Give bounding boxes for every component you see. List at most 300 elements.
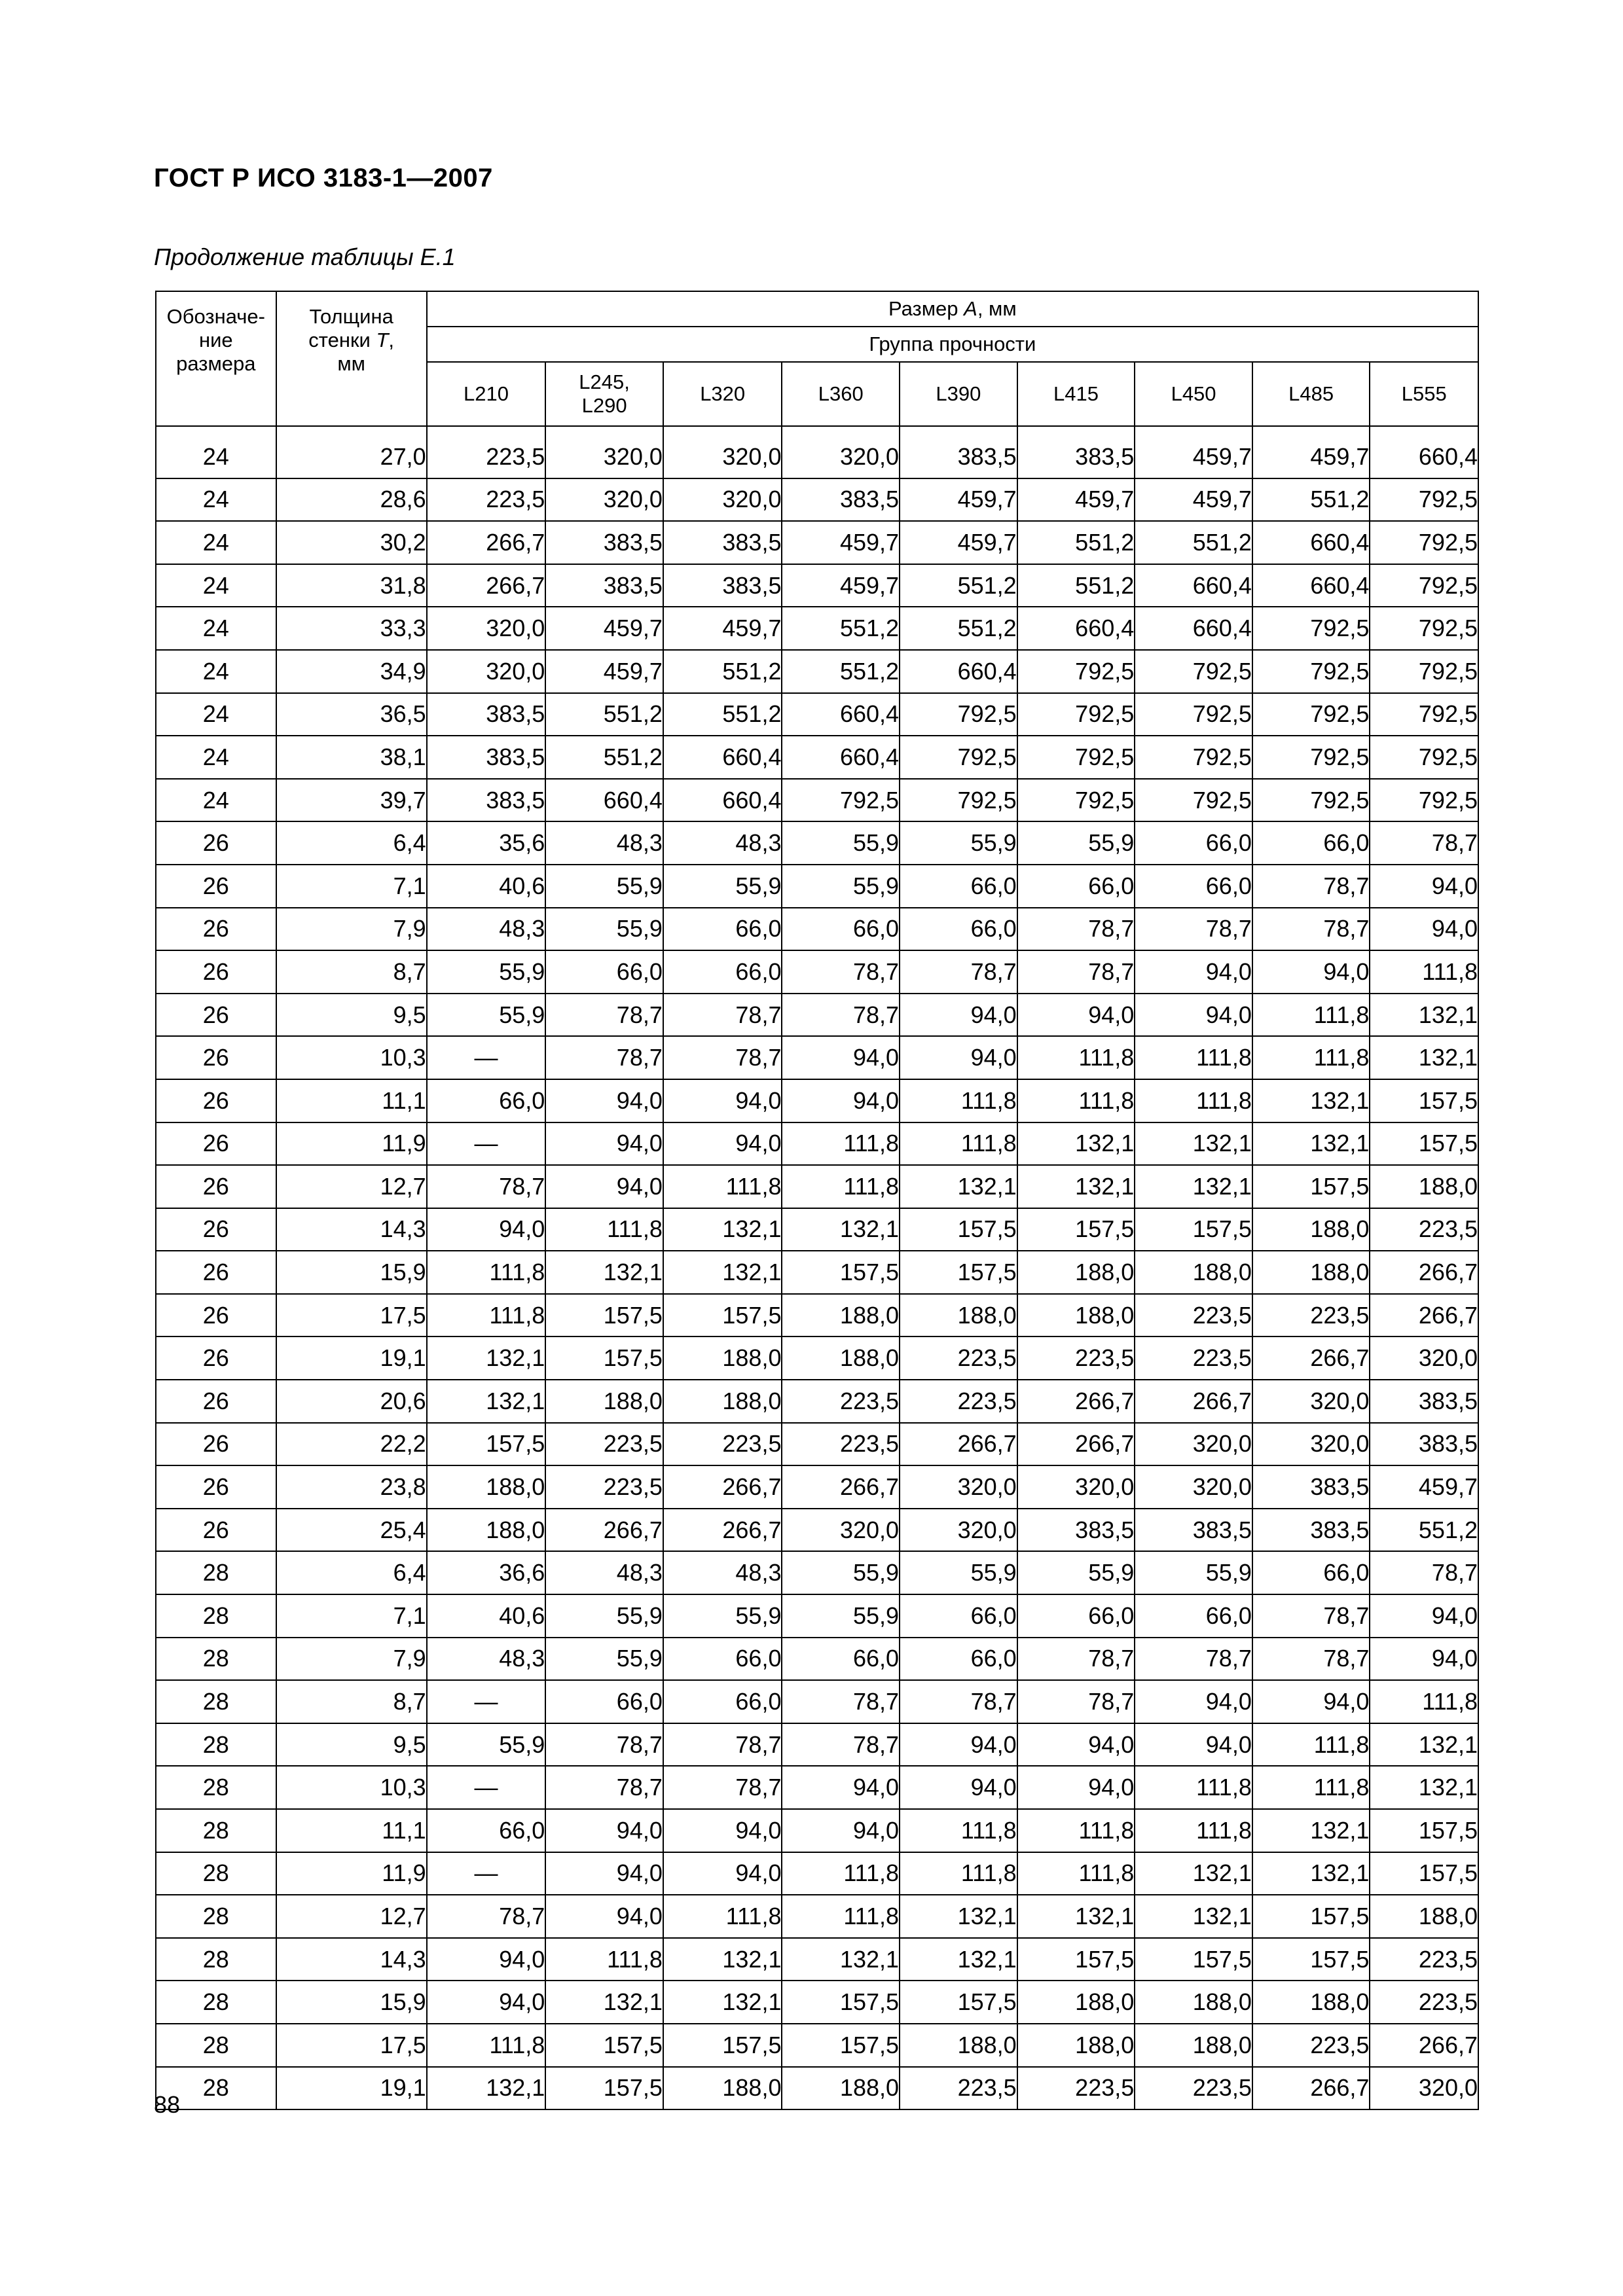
header-grade: L415 (1017, 362, 1135, 426)
cell-value: 94,0 (1252, 1680, 1370, 1723)
table-row (156, 650, 1478, 693)
cell-value: 320,0 (427, 607, 546, 650)
cell-value: 551,2 (900, 607, 1017, 650)
cell-value: 320,0 (1370, 2067, 1478, 2110)
cell-value: 55,9 (427, 950, 546, 994)
cell-value: 383,5 (663, 521, 782, 564)
table-row (156, 1680, 1478, 1723)
cell-value: 660,4 (1252, 564, 1370, 607)
cell-size: 28 (156, 1852, 276, 1895)
cell-value: 111,8 (427, 1294, 546, 1337)
cell-wall-thickness: 8,7 (276, 950, 427, 994)
cell-value: 266,7 (1370, 1251, 1478, 1294)
cell-value: 132,1 (1252, 1809, 1370, 1852)
cell-value: 157,5 (663, 1294, 782, 1337)
cell-size: 26 (156, 1122, 276, 1166)
cell-wall-thickness: 6,4 (276, 821, 427, 865)
cell-value: 78,7 (1017, 1680, 1135, 1723)
cell-value: 66,0 (663, 1638, 782, 1681)
cell-value: 266,7 (1370, 1294, 1478, 1337)
table-row (156, 1336, 1478, 1380)
cell-value: 78,7 (663, 1036, 782, 1079)
cell-value: 78,7 (1135, 908, 1252, 951)
cell-value: 551,2 (782, 607, 900, 650)
cell-value: 132,1 (1135, 1165, 1252, 1208)
cell-value: 383,5 (1017, 436, 1135, 478)
cell-value: 78,7 (900, 1680, 1017, 1723)
cell-value: 55,9 (545, 1638, 663, 1681)
cell-value: 111,8 (1017, 1036, 1135, 1079)
cell-value: 792,5 (1252, 693, 1370, 736)
cell-size: 24 (156, 736, 276, 779)
cell-value: 383,5 (1135, 1509, 1252, 1552)
cell-value: 66,0 (1135, 865, 1252, 908)
cell-value: 188,0 (1017, 1981, 1135, 2024)
cell-value: 320,0 (1135, 1423, 1252, 1466)
cell-value: 188,0 (663, 2067, 782, 2110)
header-strength-group: Группа прочности (427, 327, 1478, 362)
header-wall-thickness: Толщина стенки T, мм (276, 291, 427, 426)
table-row (156, 736, 1478, 779)
cell-value: 792,5 (1370, 779, 1478, 822)
table-row (156, 1465, 1478, 1509)
cell-wall-thickness: 34,9 (276, 650, 427, 693)
cell-wall-thickness: 14,3 (276, 1208, 427, 1251)
cell-value: — (427, 1036, 546, 1079)
cell-value: 132,1 (1135, 1122, 1252, 1166)
cell-value: 383,5 (1252, 1465, 1370, 1509)
cell-value: 792,5 (900, 779, 1017, 822)
cell-value: 48,3 (663, 1551, 782, 1594)
cell-value: 188,0 (1370, 1895, 1478, 1938)
cell-value: 94,0 (1135, 994, 1252, 1037)
header-grade: L390 (900, 362, 1017, 426)
cell-value: 157,5 (1017, 1938, 1135, 1981)
cell-value: 792,5 (900, 693, 1017, 736)
cell-size: 24 (156, 779, 276, 822)
cell-value: 55,9 (1017, 821, 1135, 865)
cell-value: 320,0 (1017, 1465, 1135, 1509)
cell-value: 48,3 (545, 821, 663, 865)
cell-value: 111,8 (782, 1122, 900, 1166)
cell-size: 26 (156, 1423, 276, 1466)
cell-value: 792,5 (1135, 779, 1252, 822)
cell-value: 188,0 (545, 1380, 663, 1423)
cell-value: 551,2 (900, 564, 1017, 607)
cell-value: 157,5 (1017, 1208, 1135, 1251)
cell-value: 383,5 (545, 564, 663, 607)
table-row (156, 1723, 1478, 1767)
cell-size: 26 (156, 1079, 276, 1122)
cell-value: 94,0 (427, 1981, 546, 2024)
cell-value: 223,5 (1135, 1336, 1252, 1380)
cell-value: 132,1 (663, 1981, 782, 2024)
cell-value: 792,5 (1017, 650, 1135, 693)
table-row (156, 779, 1478, 822)
cell-value: 223,5 (1370, 1208, 1478, 1251)
cell-value: 188,0 (1135, 1981, 1252, 2024)
cell-value: 266,7 (1252, 2067, 1370, 2110)
cell-wall-thickness: 17,5 (276, 2024, 427, 2067)
cell-value: 792,5 (1252, 607, 1370, 650)
cell-value: 55,9 (1017, 1551, 1135, 1594)
cell-wall-thickness: 7,9 (276, 908, 427, 951)
cell-value: 157,5 (782, 2024, 900, 2067)
cell-value: 55,9 (545, 908, 663, 951)
cell-value: 111,8 (1252, 1766, 1370, 1809)
cell-value: 223,5 (663, 1423, 782, 1466)
cell-value: 132,1 (1370, 1723, 1478, 1767)
cell-value: 36,6 (427, 1551, 546, 1594)
cell-value: 48,3 (427, 1638, 546, 1681)
cell-value: 111,8 (1370, 1680, 1478, 1723)
cell-size: 24 (156, 436, 276, 478)
cell-value: 132,1 (1135, 1895, 1252, 1938)
cell-value: 188,0 (663, 1336, 782, 1380)
cell-value: 94,0 (1135, 1723, 1252, 1767)
cell-value: 223,5 (427, 478, 546, 522)
cell-value: 66,0 (900, 865, 1017, 908)
cell-value: 78,7 (663, 1723, 782, 1767)
cell-wall-thickness: 23,8 (276, 1465, 427, 1509)
cell-value: 551,2 (663, 693, 782, 736)
cell-value: 78,7 (545, 1766, 663, 1809)
cell-size: 26 (156, 1336, 276, 1380)
cell-value: 111,8 (1135, 1079, 1252, 1122)
cell-value: 66,0 (1017, 1594, 1135, 1638)
cell-value: 132,1 (1370, 1766, 1478, 1809)
cell-wall-thickness: 9,5 (276, 994, 427, 1037)
cell-value: 94,0 (1370, 865, 1478, 908)
cell-value: 320,0 (782, 1509, 900, 1552)
cell-size: 24 (156, 693, 276, 736)
cell-size: 28 (156, 1809, 276, 1852)
cell-wall-thickness: 8,7 (276, 1680, 427, 1723)
cell-wall-thickness: 12,7 (276, 1895, 427, 1938)
cell-size: 26 (156, 1208, 276, 1251)
cell-value: 320,0 (1370, 1336, 1478, 1380)
cell-value: 459,7 (545, 650, 663, 693)
cell-wall-thickness: 11,1 (276, 1809, 427, 1852)
header-grade: L360 (782, 362, 900, 426)
cell-value: 66,0 (427, 1079, 546, 1122)
cell-value: 792,5 (1252, 779, 1370, 822)
cell-size: 26 (156, 908, 276, 951)
cell-value: 55,9 (427, 994, 546, 1037)
cell-value: 266,7 (1017, 1380, 1135, 1423)
table-row (156, 1251, 1478, 1294)
cell-value: 223,5 (545, 1465, 663, 1509)
cell-value: 459,7 (1135, 478, 1252, 522)
cell-value: 792,5 (1017, 693, 1135, 736)
cell-size: 26 (156, 994, 276, 1037)
cell-value: 94,0 (1370, 1638, 1478, 1681)
cell-value: 111,8 (427, 1251, 546, 1294)
cell-value: 78,7 (1252, 1594, 1370, 1638)
cell-value: 660,4 (782, 693, 900, 736)
cell-size: 26 (156, 1251, 276, 1294)
cell-value: 157,5 (663, 2024, 782, 2067)
cell-value: 188,0 (1370, 1165, 1478, 1208)
cell-value: 266,7 (545, 1509, 663, 1552)
cell-value: 188,0 (1135, 2024, 1252, 2067)
cell-wall-thickness: 17,5 (276, 1294, 427, 1337)
cell-size: 28 (156, 1638, 276, 1681)
cell-value: 157,5 (900, 1251, 1017, 1294)
cell-value: 320,0 (545, 478, 663, 522)
cell-value: 40,6 (427, 865, 546, 908)
cell-value: 223,5 (1370, 1938, 1478, 1981)
cell-wall-thickness: 6,4 (276, 1551, 427, 1594)
cell-value: 660,4 (1017, 607, 1135, 650)
cell-value: 132,1 (663, 1208, 782, 1251)
cell-value: 66,0 (900, 1638, 1017, 1681)
cell-value: 78,7 (663, 994, 782, 1037)
cell-value: 94,0 (1135, 950, 1252, 994)
cell-value: 188,0 (782, 2067, 900, 2110)
cell-value: 223,5 (900, 1380, 1017, 1423)
cell-value: 94,0 (900, 1036, 1017, 1079)
cell-value: 111,8 (1135, 1766, 1252, 1809)
cell-wall-thickness: 33,3 (276, 607, 427, 650)
cell-value: 792,5 (1370, 478, 1478, 522)
cell-value: 551,2 (782, 650, 900, 693)
cell-value: 94,0 (900, 1723, 1017, 1767)
table-row (156, 1380, 1478, 1423)
cell-wall-thickness: 27,0 (276, 436, 427, 478)
cell-value: 132,1 (1135, 1852, 1252, 1895)
cell-size: 24 (156, 478, 276, 522)
cell-value: 266,7 (1370, 2024, 1478, 2067)
header-size-designation: Обозначе- ние размера (156, 291, 276, 426)
cell-value: 551,2 (1017, 564, 1135, 607)
cell-wall-thickness: 11,1 (276, 1079, 427, 1122)
cell-value: 132,1 (1017, 1165, 1135, 1208)
cell-value: 223,5 (1252, 2024, 1370, 2067)
cell-value: 459,7 (1252, 436, 1370, 478)
cell-value: 78,7 (782, 1723, 900, 1767)
cell-value: 48,3 (545, 1551, 663, 1594)
cell-size: 26 (156, 1036, 276, 1079)
cell-value: 55,9 (782, 1551, 900, 1594)
cell-wall-thickness: 28,6 (276, 478, 427, 522)
cell-size: 26 (156, 1380, 276, 1423)
cell-value: 660,4 (663, 779, 782, 822)
cell-value: 55,9 (427, 1723, 546, 1767)
cell-size: 26 (156, 1509, 276, 1552)
cell-value: 111,8 (1252, 994, 1370, 1037)
cell-value: 383,5 (1370, 1380, 1478, 1423)
cell-value: 266,7 (1252, 1336, 1370, 1380)
cell-value: 188,0 (1135, 1251, 1252, 1294)
cell-value: 266,7 (1017, 1423, 1135, 1466)
cell-value: 459,7 (900, 478, 1017, 522)
cell-wall-thickness: 39,7 (276, 779, 427, 822)
cell-value: 111,8 (1252, 1723, 1370, 1767)
cell-value: 459,7 (1135, 436, 1252, 478)
cell-value: 94,0 (1017, 1723, 1135, 1767)
cell-size: 24 (156, 650, 276, 693)
cell-value: 320,0 (900, 1509, 1017, 1552)
cell-value: 157,5 (1135, 1938, 1252, 1981)
header-grade: L320 (663, 362, 782, 426)
cell-size: 28 (156, 1766, 276, 1809)
cell-value: 383,5 (1252, 1509, 1370, 1552)
cell-value: 111,8 (1135, 1036, 1252, 1079)
cell-value: 188,0 (663, 1380, 782, 1423)
cell-value: 551,2 (663, 650, 782, 693)
cell-value: 78,7 (545, 1036, 663, 1079)
cell-value: 132,1 (1370, 994, 1478, 1037)
cell-value: 157,5 (1370, 1852, 1478, 1895)
cell-value: 35,6 (427, 821, 546, 865)
cell-value: 132,1 (900, 1938, 1017, 1981)
cell-value: 792,5 (1135, 736, 1252, 779)
table-row (156, 521, 1478, 564)
cell-value: 132,1 (1252, 1852, 1370, 1895)
cell-value: 188,0 (427, 1465, 546, 1509)
cell-value: 383,5 (1370, 1423, 1478, 1466)
cell-value: 132,1 (782, 1208, 900, 1251)
cell-value: 111,8 (900, 1079, 1017, 1122)
cell-value: 320,0 (782, 436, 900, 478)
cell-value: 459,7 (663, 607, 782, 650)
cell-value: 792,5 (1370, 521, 1478, 564)
cell-wall-thickness: 7,9 (276, 1638, 427, 1681)
cell-value: 78,7 (1370, 1551, 1478, 1594)
cell-value: 660,4 (1135, 607, 1252, 650)
cell-value: 55,9 (900, 821, 1017, 865)
cell-wall-thickness: 20,6 (276, 1380, 427, 1423)
cell-value: 111,8 (545, 1208, 663, 1251)
cell-value: 157,5 (545, 2067, 663, 2110)
cell-value: 223,5 (1252, 1294, 1370, 1337)
cell-value: 94,0 (1135, 1680, 1252, 1723)
cell-value: 188,0 (900, 1294, 1017, 1337)
cell-size: 26 (156, 1165, 276, 1208)
cell-size: 24 (156, 607, 276, 650)
cell-value: 223,5 (427, 436, 546, 478)
cell-value: 459,7 (1370, 1465, 1478, 1509)
cell-wall-thickness: 19,1 (276, 1336, 427, 1380)
table-row (156, 1122, 1478, 1166)
header-grade: L555 (1370, 362, 1478, 426)
cell-value: 111,8 (782, 1852, 900, 1895)
cell-value: 320,0 (1252, 1423, 1370, 1466)
cell-value: 94,0 (545, 1165, 663, 1208)
table-row (156, 1551, 1478, 1594)
cell-value: 94,0 (663, 1852, 782, 1895)
cell-value: 48,3 (427, 908, 546, 951)
cell-value: 157,5 (1135, 1208, 1252, 1251)
cell-value: 157,5 (1252, 1938, 1370, 1981)
cell-value: 320,0 (900, 1465, 1017, 1509)
cell-value: 320,0 (545, 436, 663, 478)
cell-value: 188,0 (782, 1294, 900, 1337)
cell-value: 157,5 (545, 1294, 663, 1337)
cell-value: 792,5 (1017, 736, 1135, 779)
cell-value: 551,2 (1135, 521, 1252, 564)
cell-value: 551,2 (545, 736, 663, 779)
cell-value: 132,1 (427, 1380, 546, 1423)
cell-value: 320,0 (1252, 1380, 1370, 1423)
cell-value: 459,7 (782, 564, 900, 607)
cell-wall-thickness: 10,3 (276, 1766, 427, 1809)
cell-value: 223,5 (1017, 2067, 1135, 2110)
cell-value: 320,0 (1135, 1465, 1252, 1509)
cell-value: 66,0 (545, 1680, 663, 1723)
cell-value: 223,5 (1370, 1981, 1478, 2024)
cell-value: 223,5 (900, 2067, 1017, 2110)
cell-value: 132,1 (545, 1981, 663, 2024)
cell-value: 94,0 (427, 1208, 546, 1251)
cell-value: 157,5 (900, 1208, 1017, 1251)
table-caption: Продолжение таблицы Е.1 (154, 243, 456, 270)
page-number: 88 (154, 2091, 181, 2118)
cell-size: 28 (156, 1895, 276, 1938)
cell-value: 94,0 (545, 1895, 663, 1938)
cell-value: 132,1 (545, 1251, 663, 1294)
cell-value: 78,7 (1017, 908, 1135, 951)
table-row (156, 564, 1478, 607)
cell-value: 459,7 (1017, 478, 1135, 522)
cell-value: 55,9 (782, 1594, 900, 1638)
cell-value: 94,0 (1017, 1766, 1135, 1809)
cell-value: 792,5 (1370, 693, 1478, 736)
cell-value: — (427, 1766, 546, 1809)
cell-wall-thickness: 11,9 (276, 1122, 427, 1166)
cell-value: 111,8 (1017, 1852, 1135, 1895)
table-row (156, 478, 1478, 522)
table-row (156, 436, 1478, 478)
cell-value: 188,0 (782, 1336, 900, 1380)
cell-value: 551,2 (1252, 478, 1370, 522)
cell-value: 111,8 (1252, 1036, 1370, 1079)
cell-value: 188,0 (1017, 1251, 1135, 1294)
cell-value: 78,7 (1017, 950, 1135, 994)
table-row (156, 1423, 1478, 1466)
table-row (156, 821, 1478, 865)
cell-value: 320,0 (663, 436, 782, 478)
cell-size: 28 (156, 1981, 276, 2024)
cell-value: 660,4 (545, 779, 663, 822)
cell-value: 223,5 (782, 1380, 900, 1423)
cell-value: 111,8 (1370, 950, 1478, 994)
cell-value: 132,1 (663, 1938, 782, 1981)
cell-value: 188,0 (1252, 1251, 1370, 1294)
cell-value: 383,5 (1017, 1509, 1135, 1552)
cell-value: 223,5 (545, 1423, 663, 1466)
cell-value: 459,7 (545, 607, 663, 650)
cell-value: 383,5 (427, 693, 546, 736)
cell-value: 55,9 (1135, 1551, 1252, 1594)
cell-wall-thickness: 22,2 (276, 1423, 427, 1466)
table-row (156, 1766, 1478, 1809)
header-grade: L245, L290 (545, 362, 663, 426)
cell-value: 55,9 (782, 865, 900, 908)
cell-wall-thickness: 31,8 (276, 564, 427, 607)
cell-size: 26 (156, 1294, 276, 1337)
cell-wall-thickness: 15,9 (276, 1251, 427, 1294)
cell-value: 78,7 (1017, 1638, 1135, 1681)
cell-value: 660,4 (663, 736, 782, 779)
cell-value: 792,5 (900, 736, 1017, 779)
cell-value: 55,9 (545, 865, 663, 908)
cell-value: 792,5 (1370, 650, 1478, 693)
cell-wall-thickness: 14,3 (276, 1938, 427, 1981)
cell-value: 266,7 (782, 1465, 900, 1509)
header-grade: L450 (1135, 362, 1252, 426)
